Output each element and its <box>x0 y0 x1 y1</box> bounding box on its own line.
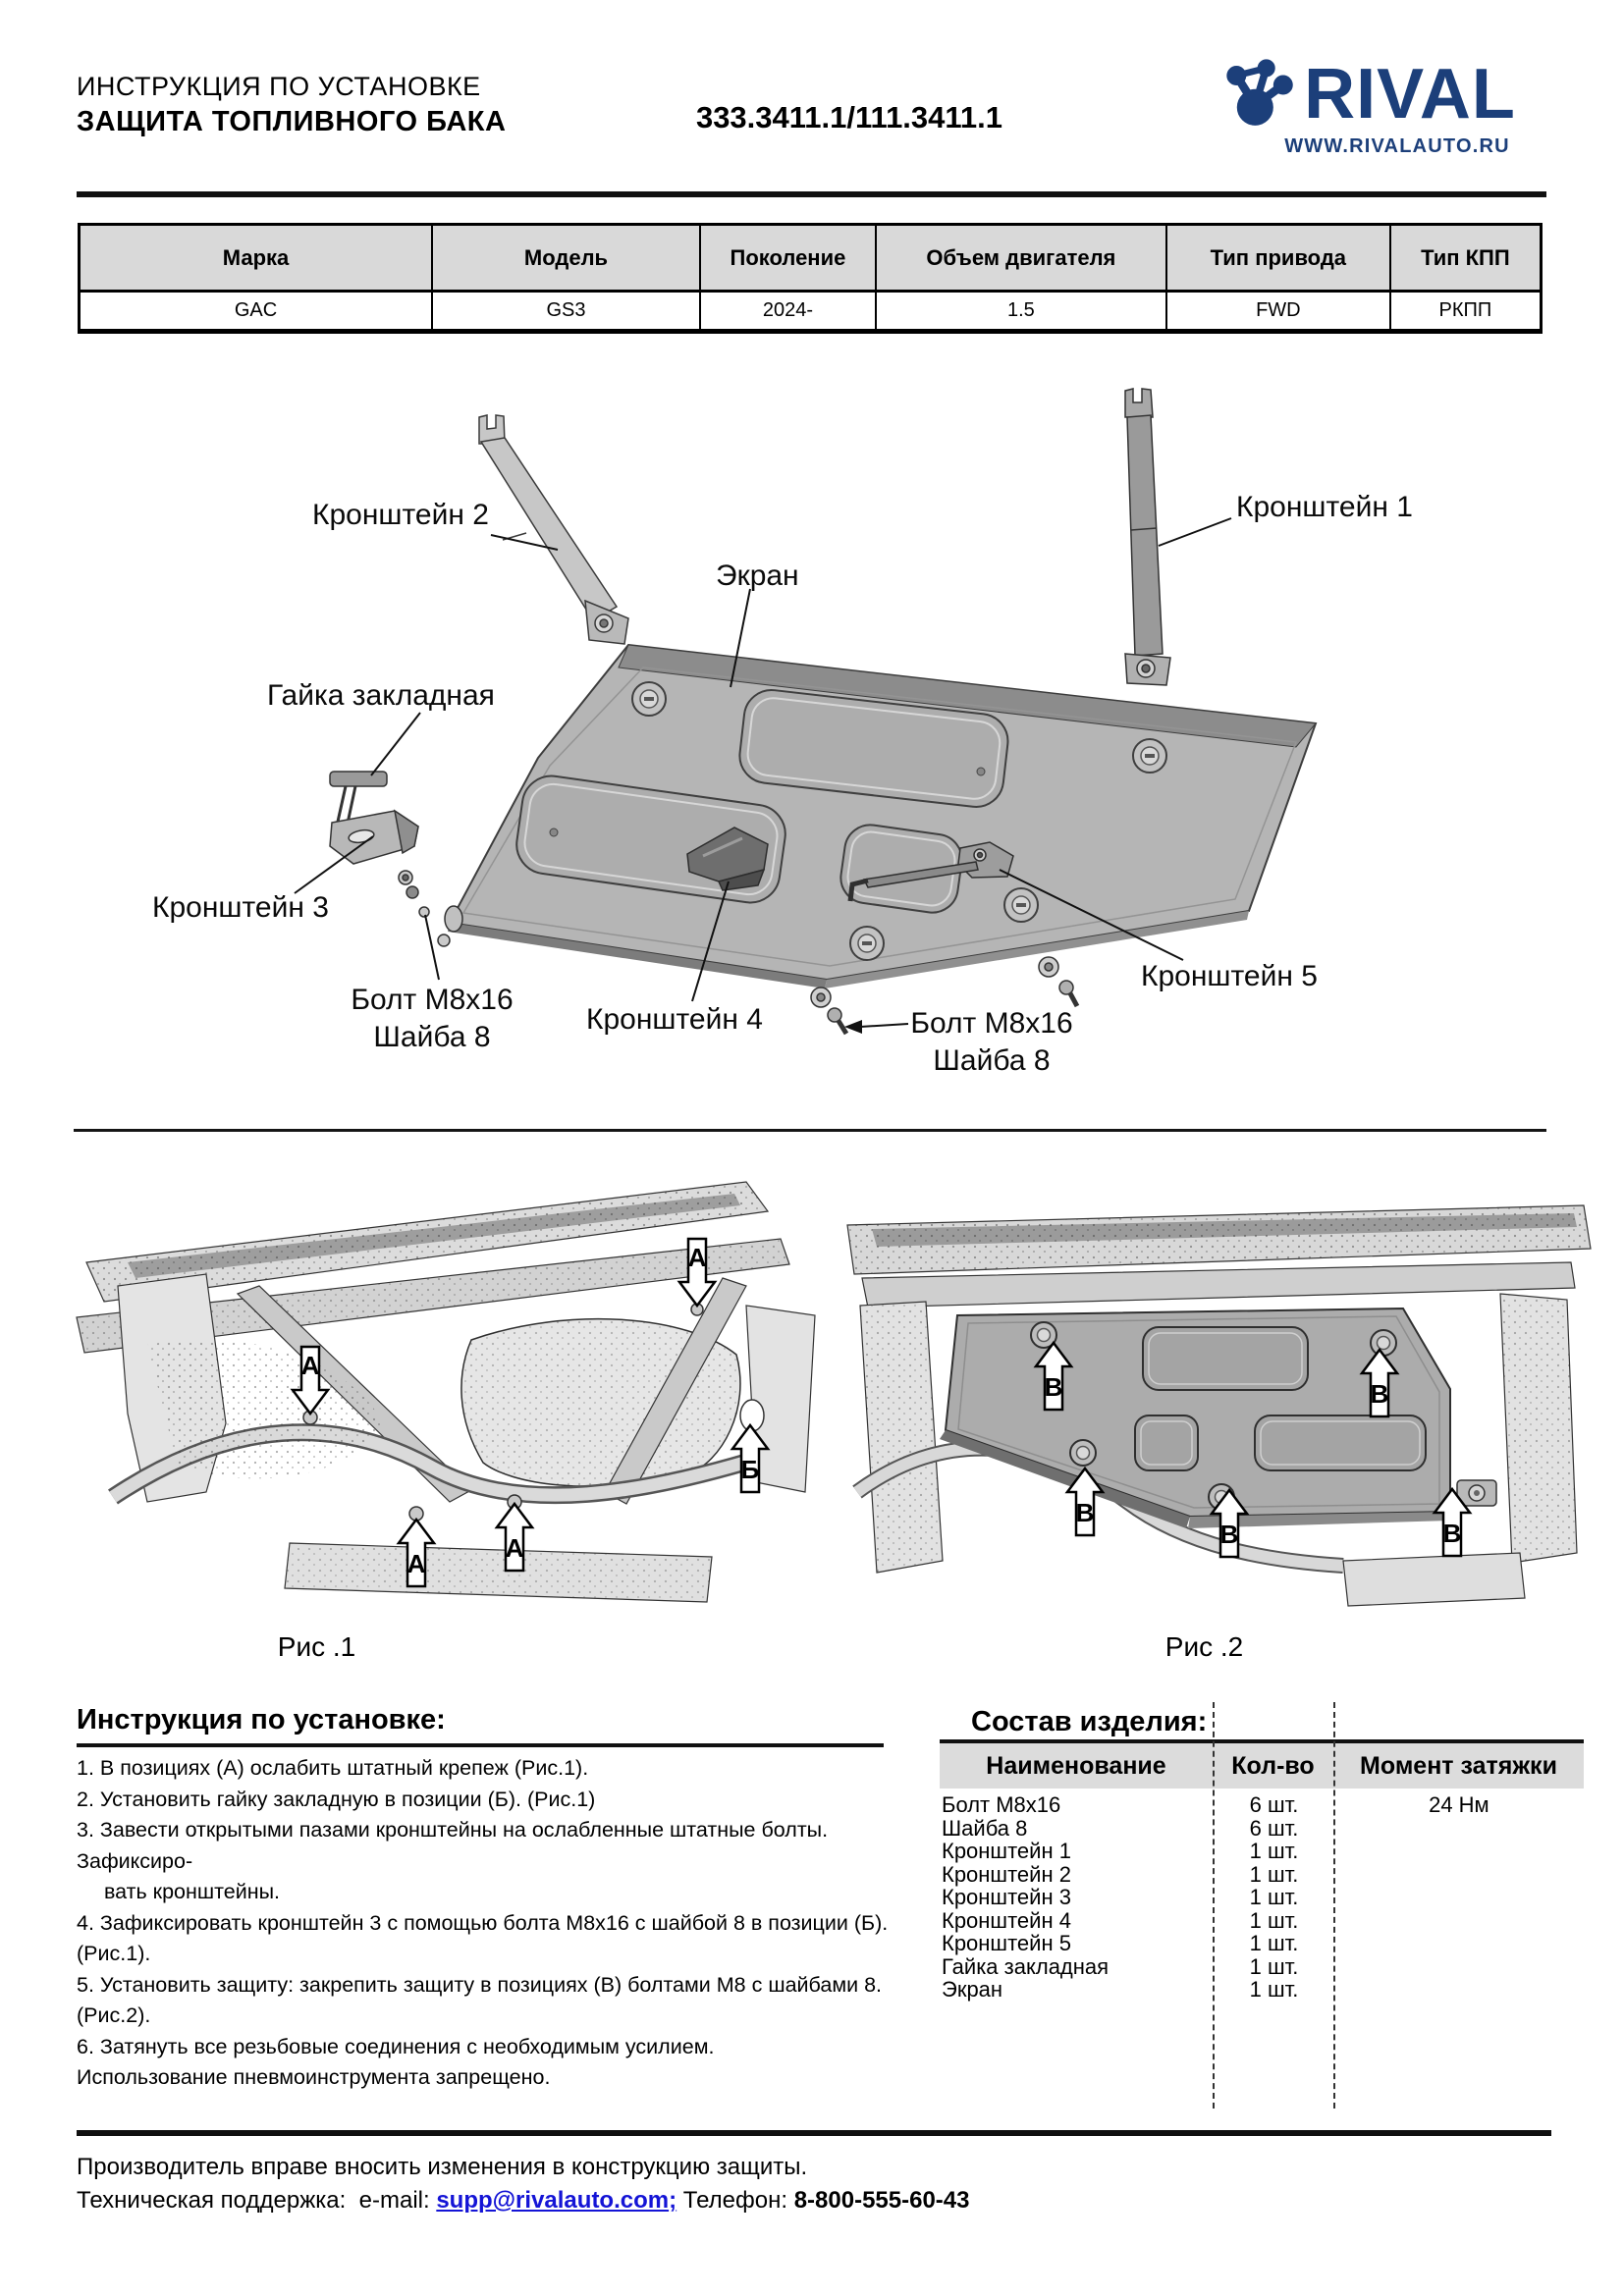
instruction-step: 2. Установить гайку закладную в позиции (Б). (Рис.1) <box>77 1787 596 1811</box>
brand-logo <box>1183 57 1556 132</box>
instruction-step: 6. Затянуть все резьбовые соединения с необходимым усилием. <box>77 2034 715 2058</box>
label-bolt-right-line2: Шайба 8 <box>933 1044 1051 1077</box>
screen-part <box>448 645 1316 988</box>
doc-title-line1: ИНСТРУКЦИЯ ПО УСТАНОВКЕ <box>77 72 481 101</box>
instructions-underline <box>77 1743 884 1747</box>
label-bracket4: Кронштейн 4 <box>586 1003 763 1036</box>
parts-row: Болт М8х16 6 шт. 24 Нм <box>942 1792 1489 1817</box>
installed-shield-fig2 <box>940 1308 1496 1528</box>
instruction-step-continuation: вать кронштейны. <box>104 1880 281 1903</box>
part-number: 333.3411.1/111.3411.1 <box>695 100 1003 134</box>
vehicle-spec-table <box>78 223 1543 334</box>
label-screen: Экран <box>716 560 799 592</box>
rival-paw-icon <box>1223 57 1298 132</box>
brand-name: RIVAL <box>1304 55 1516 133</box>
parts-row: Шайба 8 6 шт. <box>942 1815 1299 1841</box>
support-phone-number: 8-800-555-60-43 <box>793 2187 970 2214</box>
spec-value-model: GS3 <box>433 293 701 329</box>
spec-value-brand: GAC <box>81 293 433 329</box>
exploded-diagram-art <box>0 373 1624 1134</box>
parts-header-row <box>940 1743 1584 1789</box>
header-divider <box>77 191 1546 197</box>
spec-value-gearbox: РКПП <box>1438 299 1492 321</box>
section-divider <box>74 1129 1546 1132</box>
instruction-step: 3. Завести открытыми пазами кронштейны на ослабленные штатные болты. Зафиксиро- <box>77 1818 829 1873</box>
parts-row: Экран 1 шт. <box>942 1977 1299 2002</box>
instructions-title: Инструкция по установке: <box>77 1704 446 1735</box>
instruction-step: 1. В позициях (А) ослабить штатный крепеж (Рис.1). <box>77 1756 589 1780</box>
spec-header-model: Модель <box>433 226 701 290</box>
svg-text:В: В <box>1219 1520 1239 1549</box>
spec-value-row <box>81 293 1540 329</box>
figure1 <box>59 1168 830 1620</box>
brand-website: WWW.RIVALAUTO.RU <box>1284 135 1510 157</box>
svg-text:Б: Б <box>740 1455 760 1484</box>
svg-text:А: А <box>687 1243 707 1272</box>
bolt-washer-right <box>1039 957 1077 1006</box>
parts-row: Кронштейн 1 1 шт. <box>942 1839 1299 1863</box>
support-email-semicolon: ; <box>669 2187 677 2214</box>
spec-header-generation: Поколение <box>701 226 877 290</box>
svg-text:В: В <box>1075 1498 1095 1527</box>
bolt-boss <box>1133 739 1166 773</box>
shield-bolt <box>1070 1440 1096 1466</box>
spec-value-engine: 1.5 <box>877 293 1167 329</box>
spec-header-gearbox: Тип КПП <box>1421 244 1510 270</box>
parts-row: Кронштейн 5 1 шт. <box>942 1931 1299 1955</box>
footer-support-line <box>77 2187 969 2215</box>
svg-text:В: В <box>1370 1379 1389 1409</box>
shield-bolt <box>1371 1330 1396 1356</box>
spec-header-engine: Объем двигателя <box>877 226 1167 290</box>
parts-row: Гайка закладная 1 шт. <box>942 1953 1299 1979</box>
bolt-boss <box>1004 888 1038 922</box>
svg-text:В: В <box>1044 1372 1063 1402</box>
figure1-caption: Рис .1 <box>277 1631 356 1662</box>
svg-text:А: А <box>406 1549 426 1578</box>
support-phone-label: Телефон: <box>677 2187 794 2214</box>
bolt-boss <box>850 927 884 960</box>
label-bracket5: Кронштейн 5 <box>1141 960 1318 992</box>
parts-col-torque: Момент затяжки <box>1360 1751 1557 1780</box>
instruction-step: 4. Зафиксировать кронштейн 3 с помощью болта М8х16 с шайбой 8 в позиции (Б). (Рис.1). <box>77 1910 889 1965</box>
spec-header-drive: Тип привода <box>1167 226 1391 290</box>
figure2 <box>833 1168 1618 1615</box>
bracket3-part <box>330 811 462 946</box>
support-prefix: Техническая поддержка: e-mail: <box>77 2187 437 2214</box>
parts-col-name: Наименование <box>986 1751 1166 1780</box>
spec-header-brand: Марка <box>81 226 433 290</box>
svg-text:В: В <box>1442 1519 1462 1548</box>
svg-text:А: А <box>505 1533 524 1563</box>
spec-header-row <box>81 226 1540 293</box>
spec-value-drive: FWD <box>1167 293 1391 329</box>
instruction-note: Использование пневмоинструмента запрещено. <box>77 2065 551 2089</box>
label-bracket2: Кронштейн 2 <box>312 499 489 531</box>
bracket1-part <box>1125 389 1170 685</box>
instructions-list <box>77 1753 906 2094</box>
label-bolt-right-line1: Болт М8х16 <box>910 1007 1073 1040</box>
parts-row: Кронштейн 2 1 шт. <box>942 1861 1299 1887</box>
bracket2-part <box>479 415 628 644</box>
parts-row: Кронштейн 4 1 шт. <box>942 1907 1299 1933</box>
support-email-link[interactable]: supp@rivalauto.com <box>436 2187 670 2214</box>
svg-text:А: А <box>300 1351 320 1380</box>
parts-row: Кронштейн 3 1 шт. <box>942 1885 1299 1909</box>
label-embedded-nut: Гайка закладная <box>267 679 495 712</box>
bolt-washer-center <box>811 988 846 1034</box>
label-bolt-left-line1: Болт М8х16 <box>351 984 514 1016</box>
label-bolt-left-line2: Шайба 8 <box>373 1021 491 1053</box>
exploded-diagram <box>0 373 1624 1134</box>
footer-disclaimer: Производитель вправе вносить изменения в конструкцию защиты. <box>77 2154 808 2180</box>
instruction-step: 5. Установить защиту: закрепить защиту в позициях (В) болтами М8 с шайбами 8. (Рис.2). <box>77 1972 883 2027</box>
figure2-art <box>833 1168 1618 1615</box>
label-bolt-right <box>889 1005 1095 1080</box>
label-bracket3: Кронштейн 3 <box>152 891 329 924</box>
figure2-caption: Рис .2 <box>1164 1631 1244 1662</box>
figure1-art <box>59 1168 830 1620</box>
parts-title: Состав изделия: <box>971 1706 1208 1737</box>
label-bolt-left <box>334 982 530 1056</box>
doc-title-line2: ЗАЩИТА ТОПЛИВНОГО БАКА <box>77 106 507 137</box>
label-bracket1: Кронштейн 1 <box>1236 491 1413 523</box>
parts-col-qty: Кол-во <box>1231 1751 1315 1780</box>
parts-rows <box>940 1793 1584 2002</box>
footer-divider <box>77 2130 1551 2136</box>
bolt-boss <box>632 682 666 716</box>
spec-value-generation: 2024- <box>701 293 877 329</box>
